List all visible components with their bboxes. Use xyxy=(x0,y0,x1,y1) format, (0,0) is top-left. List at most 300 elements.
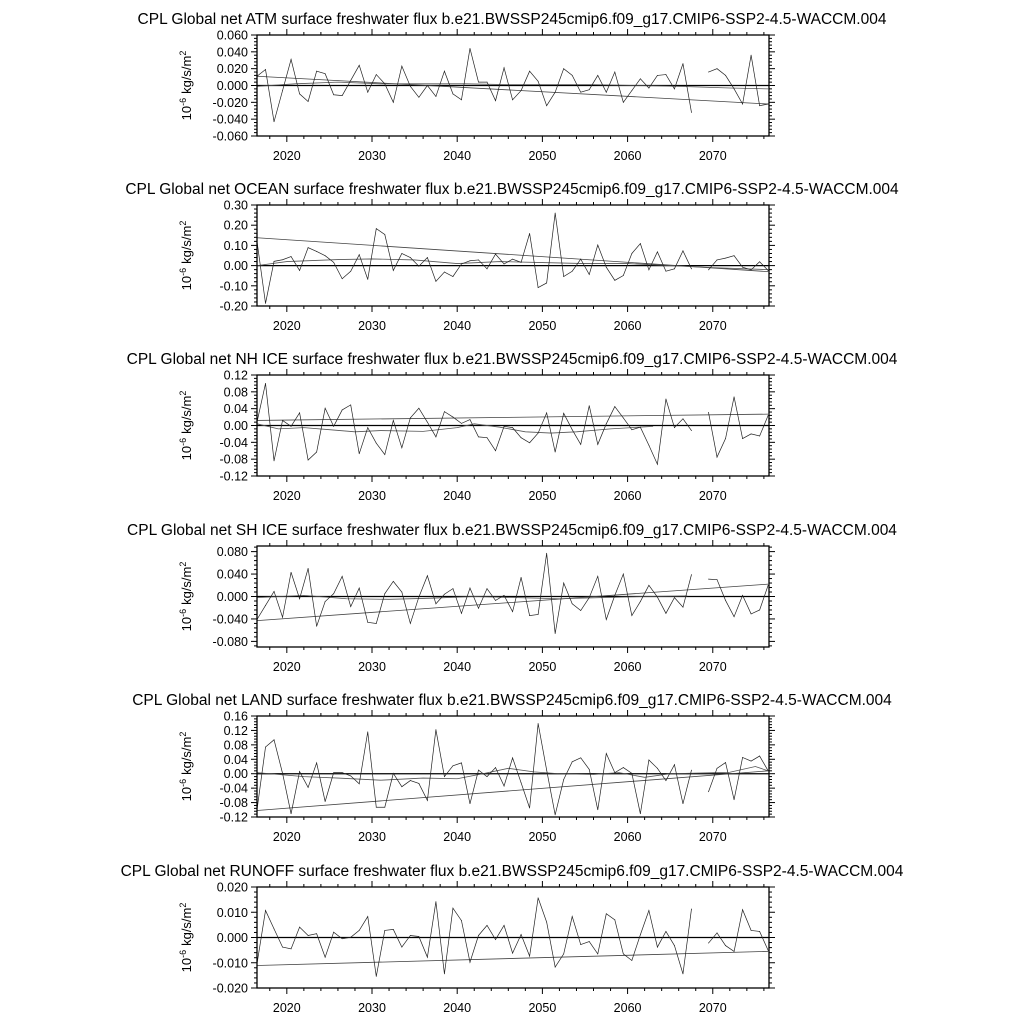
data-point xyxy=(683,63,684,64)
data-point xyxy=(538,897,539,898)
data-point xyxy=(648,585,649,586)
x-tick-label: 2050 xyxy=(528,830,557,844)
y-tick-label: 0.020 xyxy=(216,880,248,895)
data-point xyxy=(487,776,488,777)
data-point xyxy=(666,271,667,272)
data-point xyxy=(410,418,411,419)
y-axis-label-unit-exp: 2 xyxy=(178,220,188,226)
data-point xyxy=(487,925,488,926)
data-point xyxy=(742,267,743,268)
data-point xyxy=(648,910,649,911)
data-point xyxy=(555,213,556,214)
data-point xyxy=(555,633,556,634)
y-tick-label: -0.020 xyxy=(212,981,248,996)
x-tick-label: 2020 xyxy=(272,660,301,674)
data-point xyxy=(751,613,752,614)
data-point xyxy=(308,460,309,461)
data-point xyxy=(427,575,428,576)
data-point xyxy=(291,426,292,427)
data-point xyxy=(401,66,402,67)
y-tick-label: 0.040 xyxy=(216,45,248,60)
data-point xyxy=(563,954,564,955)
data-point xyxy=(350,606,351,607)
data-point xyxy=(580,92,581,93)
data-point xyxy=(384,807,385,808)
panel-title: CPL Global net OCEAN surface freshwater flux b.e21.BWSSP245cmip6.f09_g17.CMIP6-SSP2-4.5-WACCM.004 xyxy=(125,181,899,198)
data-point xyxy=(282,947,283,948)
trend-line xyxy=(257,414,768,420)
data-point xyxy=(734,396,735,397)
data-point xyxy=(393,929,394,930)
panel-2 xyxy=(125,181,899,333)
y-axis-label-exp: -6 xyxy=(178,608,188,617)
x-tick-label: 2020 xyxy=(272,149,301,163)
data-point xyxy=(521,577,522,578)
y-axis-label-exp: -6 xyxy=(178,97,188,106)
data-point xyxy=(418,408,419,409)
data-point xyxy=(759,756,760,757)
data-point xyxy=(478,260,479,261)
y-tick-label: -0.020 xyxy=(212,95,248,110)
data-point xyxy=(631,615,632,616)
data-point xyxy=(674,945,675,946)
y-tick-label: 0.000 xyxy=(216,79,248,93)
y-axis-label-unit: kg/s/m xyxy=(179,225,194,264)
data-point xyxy=(589,89,590,90)
y-tick-label: 0.00 xyxy=(223,419,248,433)
data-point xyxy=(521,934,522,935)
data-point xyxy=(563,68,564,69)
y-tick-label: -0.010 xyxy=(212,956,248,971)
data-point xyxy=(299,412,300,413)
data-point xyxy=(614,595,615,596)
data-point xyxy=(333,426,334,427)
data-point xyxy=(444,776,445,777)
y-axis-label-base: 10 xyxy=(179,957,194,973)
y-axis-label-unit-exp: 2 xyxy=(178,731,188,737)
data-point xyxy=(308,568,309,569)
panel-title: CPL Global net RUNOFF surface freshwater flux b.e21.BWSSP245cmip6.f09_g17.CMIP6-SSP2-4.5-WACCM.004 xyxy=(120,863,904,880)
data-point xyxy=(563,413,564,414)
data-point xyxy=(623,574,624,575)
data-point xyxy=(316,452,317,453)
data-point xyxy=(367,279,368,280)
data-point xyxy=(470,803,471,804)
data-point xyxy=(342,278,343,279)
data-point xyxy=(418,597,419,598)
data-point xyxy=(444,973,445,974)
annual-series-line xyxy=(709,756,769,800)
annual-series-line xyxy=(257,724,691,815)
x-tick-label: 2070 xyxy=(698,489,727,503)
data-point xyxy=(461,762,462,763)
data-point xyxy=(674,764,675,765)
panel-3 xyxy=(127,351,898,503)
y-axis-label xyxy=(178,221,194,291)
data-point xyxy=(640,813,641,814)
data-point xyxy=(444,594,445,595)
data-point xyxy=(691,770,692,771)
data-point xyxy=(461,423,462,424)
x-tick-label: 2040 xyxy=(443,660,472,674)
data-point xyxy=(580,610,581,611)
data-point xyxy=(708,579,709,580)
data-point xyxy=(751,761,752,762)
data-point xyxy=(606,423,607,424)
annual-series-line xyxy=(257,553,691,633)
y-tick-label: -0.040 xyxy=(212,612,248,627)
data-point xyxy=(470,588,471,589)
x-tick-label: 2030 xyxy=(358,489,386,503)
data-point xyxy=(546,412,547,413)
y-axis-label xyxy=(178,732,194,802)
data-point xyxy=(546,922,547,923)
y-tick-label: 0.040 xyxy=(216,567,248,582)
y-tick-label: 0.00 xyxy=(223,259,248,274)
data-point xyxy=(572,761,573,762)
data-point xyxy=(555,92,556,93)
data-point xyxy=(734,616,735,617)
data-point xyxy=(333,593,334,594)
data-point xyxy=(436,96,437,97)
x-tick-label: 2070 xyxy=(698,660,727,674)
y-axis-label-unit-exp: 2 xyxy=(178,390,188,396)
data-point xyxy=(461,99,462,100)
y-tick-label: 0.00 xyxy=(223,767,248,782)
data-point xyxy=(725,600,726,601)
data-point xyxy=(478,436,479,437)
data-point xyxy=(282,90,283,91)
data-point xyxy=(606,753,607,754)
data-point xyxy=(742,909,743,910)
data-point xyxy=(282,259,283,260)
data-point xyxy=(580,757,581,758)
data-point xyxy=(427,257,428,258)
data-point xyxy=(418,783,419,784)
y-tick-label: -0.12 xyxy=(219,469,248,484)
data-point xyxy=(563,779,564,780)
data-point xyxy=(521,262,522,263)
data-point xyxy=(640,601,641,602)
data-point xyxy=(657,947,658,948)
data-point xyxy=(470,962,471,963)
data-point xyxy=(648,269,649,270)
y-tick-label: -0.060 xyxy=(212,129,248,144)
y-tick-label: 0.30 xyxy=(223,198,248,213)
data-point xyxy=(453,276,454,277)
x-tick-label: 2070 xyxy=(698,1001,727,1015)
data-point xyxy=(487,437,488,438)
y-axis-label-exp: -6 xyxy=(178,437,188,446)
data-point xyxy=(691,112,692,113)
data-point xyxy=(717,579,718,580)
data-point xyxy=(657,597,658,598)
y-tick-label: -0.20 xyxy=(219,299,248,314)
data-point xyxy=(666,74,667,75)
data-point xyxy=(410,86,411,87)
data-point xyxy=(316,933,317,934)
data-point xyxy=(734,88,735,89)
data-point xyxy=(708,412,709,413)
data-point xyxy=(478,770,479,771)
y-axis-label-base: 10 xyxy=(179,445,194,461)
x-tick-label: 2040 xyxy=(443,1001,472,1015)
data-point xyxy=(401,947,402,948)
data-point xyxy=(495,254,496,255)
y-axis-label-base: 10 xyxy=(179,616,194,632)
data-point xyxy=(265,383,266,384)
data-point xyxy=(580,444,581,445)
data-point xyxy=(478,935,479,936)
data-point xyxy=(640,243,641,244)
y-axis-label-unit-exp: 2 xyxy=(178,50,188,56)
annual-series-line xyxy=(709,910,769,952)
data-point xyxy=(631,253,632,254)
y-tick-label: 0.20 xyxy=(223,218,248,233)
data-point xyxy=(589,274,590,275)
data-point xyxy=(538,723,539,724)
data-point xyxy=(427,85,428,86)
data-point xyxy=(640,78,641,79)
y-axis-label-exp: -6 xyxy=(178,949,188,958)
data-point xyxy=(623,767,624,768)
data-point xyxy=(316,762,317,763)
data-point xyxy=(538,287,539,288)
data-point xyxy=(333,262,334,263)
data-point xyxy=(316,71,317,72)
y-axis-label-unit: kg/s/m xyxy=(179,55,194,94)
annual-series-line xyxy=(709,55,769,105)
data-point xyxy=(453,765,454,766)
data-point xyxy=(734,255,735,256)
data-point xyxy=(546,105,547,106)
data-point xyxy=(742,757,743,758)
y-axis-label-unit: kg/s/m xyxy=(179,566,194,605)
data-point xyxy=(274,121,275,122)
data-point xyxy=(444,71,445,72)
data-point xyxy=(597,444,598,445)
data-point xyxy=(350,271,351,272)
data-point xyxy=(436,729,437,730)
data-point xyxy=(512,757,513,758)
data-point xyxy=(359,65,360,66)
data-point xyxy=(648,445,649,446)
data-point xyxy=(623,954,624,955)
x-tick-label: 2030 xyxy=(358,830,386,844)
data-point xyxy=(674,597,675,598)
y-axis-label-unit: kg/s/m xyxy=(179,736,194,775)
x-tick-label: 2020 xyxy=(272,1001,301,1015)
panel-1 xyxy=(138,11,887,163)
data-point xyxy=(717,768,718,769)
y-axis-label-unit: kg/s/m xyxy=(179,395,194,434)
data-point xyxy=(376,443,377,444)
y-axis-label xyxy=(178,391,194,461)
y-axis-label-exp: -6 xyxy=(178,267,188,276)
data-point xyxy=(683,250,684,251)
data-point xyxy=(470,48,471,49)
data-point xyxy=(299,270,300,271)
data-point xyxy=(325,801,326,802)
data-point xyxy=(597,809,598,810)
y-tick-label: 0.04 xyxy=(223,402,248,417)
x-tick-label: 2050 xyxy=(528,319,557,333)
data-point xyxy=(725,75,726,76)
data-point xyxy=(657,251,658,252)
y-axis-label-unit: kg/s/m xyxy=(179,907,194,946)
data-point xyxy=(393,773,394,774)
data-point xyxy=(350,775,351,776)
y-axis-label xyxy=(178,562,194,632)
data-point xyxy=(538,614,539,615)
data-point xyxy=(759,931,760,932)
x-tick-label: 2060 xyxy=(613,830,642,844)
data-point xyxy=(529,233,530,234)
data-point xyxy=(631,429,632,430)
data-point xyxy=(529,71,530,72)
data-point xyxy=(606,92,607,93)
trend-line xyxy=(257,771,768,811)
y-tick-label: -0.08 xyxy=(219,452,248,467)
x-tick-label: 2060 xyxy=(613,149,642,163)
data-point xyxy=(410,780,411,781)
data-point xyxy=(759,261,760,262)
data-point xyxy=(563,276,564,277)
data-point xyxy=(657,464,658,465)
data-point xyxy=(274,460,275,461)
data-point xyxy=(606,913,607,914)
data-point xyxy=(350,937,351,938)
data-point xyxy=(759,436,760,437)
data-point xyxy=(504,786,505,787)
x-tick-label: 2070 xyxy=(698,319,727,333)
data-point xyxy=(495,600,496,601)
data-point xyxy=(666,613,667,614)
data-point xyxy=(282,617,283,618)
data-point xyxy=(401,592,402,593)
data-point xyxy=(640,934,641,935)
data-point xyxy=(725,762,726,763)
data-point xyxy=(717,68,718,69)
data-point xyxy=(444,411,445,412)
data-point xyxy=(350,404,351,405)
y-axis-label-exp: -6 xyxy=(178,778,188,787)
data-point xyxy=(614,72,615,73)
data-point xyxy=(384,454,385,455)
data-point xyxy=(495,450,496,451)
data-point xyxy=(359,254,360,255)
data-point xyxy=(538,81,539,82)
data-point xyxy=(342,772,343,773)
data-point xyxy=(453,417,454,418)
data-point xyxy=(384,234,385,235)
data-point xyxy=(751,434,752,435)
data-point xyxy=(291,813,292,814)
y-tick-label: -0.08 xyxy=(219,796,248,811)
y-axis-label-base: 10 xyxy=(179,275,194,291)
data-point xyxy=(325,601,326,602)
data-point xyxy=(384,83,385,84)
data-point xyxy=(580,259,581,260)
trend-line xyxy=(257,584,768,620)
data-point xyxy=(759,105,760,106)
data-point xyxy=(384,930,385,931)
y-tick-label: -0.10 xyxy=(219,279,248,294)
data-point xyxy=(418,97,419,98)
data-point xyxy=(265,605,266,606)
x-tick-label: 2060 xyxy=(613,489,642,503)
x-tick-label: 2050 xyxy=(528,1001,557,1015)
data-point xyxy=(512,259,513,260)
panel-title: CPL Global net ATM surface freshwater flux b.e21.BWSSP245cmip6.f09_g17.CMIP6-SSP2-4.5-WACCM.004 xyxy=(137,11,887,28)
data-point xyxy=(683,418,684,419)
data-point xyxy=(495,100,496,101)
data-point xyxy=(342,95,343,96)
panel-title: CPL Global net SH ICE surface freshwater flux b.e21.BWSSP245cmip6.f09_g17.CMIP6-SSP2-4.5-WACCM.004 xyxy=(127,522,897,539)
data-point xyxy=(495,767,496,768)
data-point xyxy=(751,269,752,270)
panel-5 xyxy=(132,692,892,844)
data-point xyxy=(444,272,445,273)
x-tick-label: 2060 xyxy=(613,319,642,333)
data-point xyxy=(359,930,360,931)
y-axis-label-unit-exp: 2 xyxy=(178,561,188,567)
y-tick-label: -0.080 xyxy=(212,634,248,649)
data-point xyxy=(683,803,684,804)
x-tick-label: 2040 xyxy=(443,149,472,163)
data-point xyxy=(717,933,718,934)
x-tick-label: 2030 xyxy=(358,660,386,674)
data-point xyxy=(529,615,530,616)
data-point xyxy=(512,427,513,428)
data-point xyxy=(597,75,598,76)
data-point xyxy=(367,92,368,93)
data-point xyxy=(631,773,632,774)
data-point xyxy=(436,436,437,437)
data-point xyxy=(265,747,266,748)
data-point xyxy=(418,936,419,937)
data-point xyxy=(521,90,522,91)
data-point xyxy=(401,447,402,448)
data-point xyxy=(401,253,402,254)
data-point xyxy=(691,574,692,575)
data-point xyxy=(674,88,675,89)
x-tick-label: 2040 xyxy=(443,319,472,333)
data-point xyxy=(308,101,309,102)
x-tick-label: 2030 xyxy=(358,149,386,163)
data-point xyxy=(708,791,709,792)
data-point xyxy=(274,591,275,592)
data-point xyxy=(546,553,547,554)
x-tick-label: 2050 xyxy=(528,660,557,674)
data-point xyxy=(308,787,309,788)
data-point xyxy=(708,269,709,270)
y-tick-label: 0.000 xyxy=(216,931,248,945)
data-point xyxy=(504,264,505,265)
data-point xyxy=(367,916,368,917)
data-point xyxy=(436,281,437,282)
data-point xyxy=(418,266,419,267)
data-point xyxy=(376,976,377,977)
data-point xyxy=(427,957,428,958)
data-point xyxy=(453,588,454,589)
data-point xyxy=(487,588,488,589)
data-point xyxy=(410,935,411,936)
data-point xyxy=(265,910,266,911)
data-point xyxy=(291,256,292,257)
data-point xyxy=(683,607,684,608)
data-point xyxy=(453,908,454,909)
